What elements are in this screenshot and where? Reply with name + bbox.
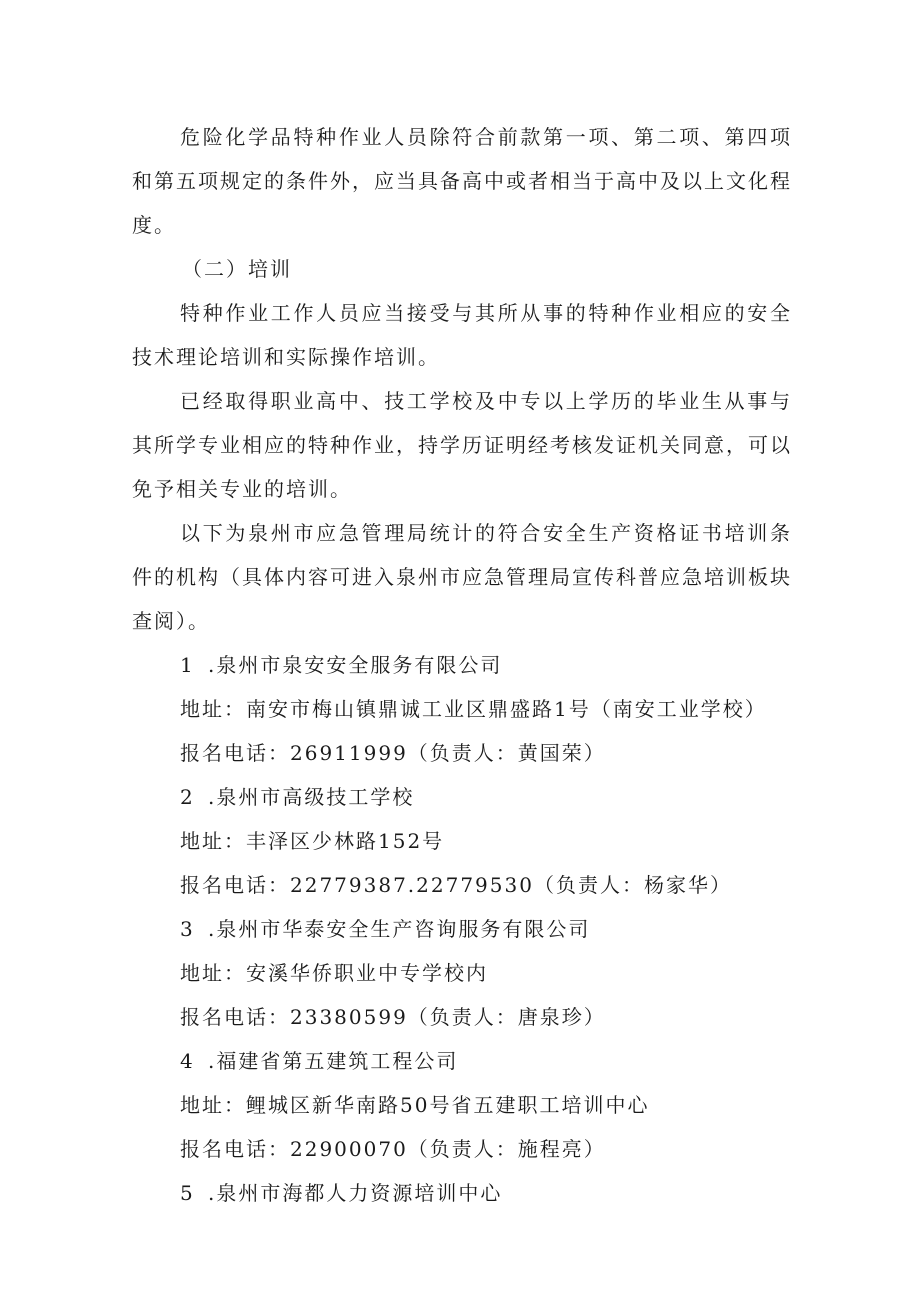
institution-address: 地址：丰泽区少林路152号 <box>180 829 445 853</box>
institution-name-text: .福建省第五建筑工程公司 <box>208 1049 459 1073</box>
paragraph-chemical-requirements: 危险化学品特种作业人员除符合前款第一项、第二项、第四项和第五项规定的条件外，应当具备高中或者相当于高中及以上文化程度。 <box>132 125 792 237</box>
institution-name <box>132 643 792 687</box>
institution-phone: 报名电话：23380599（负责人：唐泉珍） <box>180 1005 606 1029</box>
institution-name <box>132 775 792 819</box>
institution-name-text: .泉州市海都人力资源培训中心 <box>208 1181 503 1205</box>
institution-number: 5 <box>180 1181 195 1205</box>
paragraph-institutions-intro: 以下为泉州市应急管理局统计的符合安全生产资格证书培训条件的机构（具体内容可进入泉州市应急管理局宣传科普应急培训板块查阅）。 <box>132 521 792 633</box>
institution-number: 1 <box>180 653 195 677</box>
institution-name <box>132 1039 792 1083</box>
institution-name-text: .泉州市华泰安全生产咨询服务有限公司 <box>208 917 591 941</box>
paragraph-training-exemption: 已经取得职业高中、技工学校及中专以上学历的毕业生从事与其所学专业相应的特种作业，持学历证明经考核发证机关同意，可以免予相关专业的培训。 <box>132 389 792 501</box>
institution-address: 地址：南安市梅山镇鼎诚工业区鼎盛路1号（南安工业学校） <box>180 697 767 721</box>
institution-list <box>132 643 792 1215</box>
institution-name-text: .泉州市高级技工学校 <box>208 785 415 809</box>
document-body <box>132 115 792 1215</box>
institution-name-text: .泉州市泉安安全服务有限公司 <box>208 653 503 677</box>
institution-address: 地址：安溪华侨职业中专学校内 <box>180 961 488 985</box>
institution-name <box>132 1171 792 1215</box>
institution-name <box>132 907 792 951</box>
institution-number: 2 <box>180 785 195 809</box>
institution-number: 4 <box>180 1049 195 1073</box>
institution-number: 3 <box>180 917 195 941</box>
paragraph-training-requirement: 特种作业工作人员应当接受与其所从事的特种作业相应的安全技术理论培训和实际操作培训。 <box>132 301 792 369</box>
section-heading-training: （二）培训 <box>182 257 292 281</box>
institution-phone: 报名电话：26911999（负责人：黄国荣） <box>180 741 606 765</box>
institution-phone: 报名电话：22779387.22779530（负责人：杨家华） <box>180 873 732 897</box>
institution-phone: 报名电话：22900070（负责人：施程亮） <box>180 1137 606 1161</box>
institution-address: 地址：鲤城区新华南路50号省五建职工培训中心 <box>180 1093 650 1117</box>
